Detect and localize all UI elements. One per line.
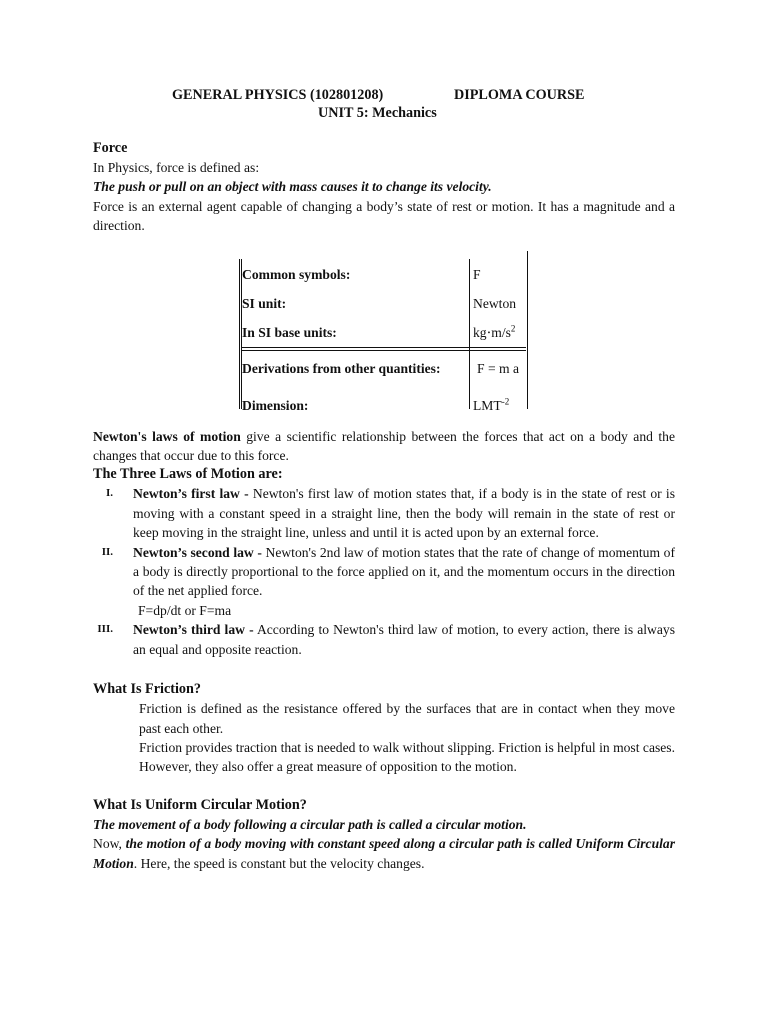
law-number: I. <box>105 487 113 500</box>
friction-description: Friction provides traction that is needed to walk without slipping. Friction is helpful in most cases. However, they also offer a great measure of opposition to the motion. <box>139 739 675 775</box>
force-description: Force is an external agent capable of changing a body’s state of rest or motion. It has a magnitude and a direction. <box>93 198 675 234</box>
row-value <box>473 396 509 415</box>
row-value-exponent: 2 <box>510 323 516 334</box>
row-value-base: LMT <box>473 397 502 413</box>
law-number: III. <box>97 623 113 636</box>
law-item-third <box>93 620 675 659</box>
law-text: Newton's first law of motion states that, if a body is in the state of rest or is moving with a constant speed in a straight line, then the body will remain in the state of rest or keep moving in the straight line, unless and until it is acted upon by an external force. <box>133 486 675 541</box>
force-properties-table <box>239 257 529 415</box>
newton-intro-term: Newton's laws of motion <box>93 428 241 444</box>
friction-definition: Friction is defined as the resistance offered by the surfaces that are in contact when they move past each other. <box>139 701 675 736</box>
unit-title: UNIT 5: Mechanics <box>318 105 437 121</box>
second-law-formula: F=dp/dt or F=ma <box>138 602 232 618</box>
row-value: Newton <box>473 295 517 311</box>
row-value-base: kg⋅m/s <box>473 324 511 340</box>
row-value: F = m a <box>477 360 520 376</box>
table-border-left <box>239 259 240 409</box>
table-divider-line <box>242 350 526 351</box>
row-label: In SI base units: <box>242 324 337 340</box>
row-value <box>473 323 515 342</box>
force-intro: In Physics, force is defined as: <box>93 160 260 175</box>
uniform-circular-motion-definition <box>93 834 675 873</box>
law-text: According to Newton's third law of motion, to every action, there is always an equal and opposite reaction. <box>133 622 675 657</box>
newton-intro-text: give a scientific relationship between the forces that act on a body and the changes that occur due to this force. <box>93 428 675 464</box>
row-label: Derivations from other quantities: <box>242 360 441 376</box>
circular-motion-heading: What Is Uniform Circular Motion? <box>93 796 307 813</box>
law-title: Newton’s second law - <box>133 544 262 560</box>
row-value-exponent: -2 <box>501 396 510 407</box>
row-label: Dimension: <box>242 397 309 413</box>
table-border-right <box>527 251 528 409</box>
newton-intro <box>93 427 675 466</box>
circular-motion-definition: The movement of a body following a circular path is called a circular motion. <box>93 816 527 832</box>
laws-heading: The Three Laws of Motion are: <box>93 466 283 483</box>
ucm-prefix: Now, <box>93 836 126 852</box>
row-label: SI unit: <box>242 295 287 311</box>
table-column-divider <box>469 259 470 409</box>
force-definition: The push or pull on an object with mass causes it to change its velocity. <box>93 179 492 195</box>
row-value: F <box>473 266 481 282</box>
law-item-first <box>93 484 675 542</box>
friction-heading: What Is Friction? <box>93 681 201 698</box>
law-item-second <box>93 543 675 601</box>
law-title: Newton’s first law - <box>133 486 249 502</box>
header-line-1 <box>172 87 585 104</box>
ucm-rest: . Here, the speed is constant but the velocity changes. <box>133 855 425 871</box>
course-type: DIPLOMA COURSE <box>454 87 585 103</box>
law-text: Newton's 2nd law of motion states that the rate of change of momentum of a body is directly proportional to the force applied on it, and the momentum occurs in the direction of the net applied force. <box>133 544 675 599</box>
law-title: Newton’s third law - <box>133 622 254 638</box>
force-heading: Force <box>93 140 128 156</box>
ucm-emphasis: the motion of a body moving with constant speed along a circular path is called Uniform Circular Motion <box>93 836 675 871</box>
row-label: Common symbols: <box>242 266 351 282</box>
document-body <box>93 139 675 873</box>
law-number: II. <box>101 545 113 558</box>
table-divider-line <box>242 347 526 348</box>
course-code: GENERAL PHYSICS (102801208) <box>172 87 384 103</box>
